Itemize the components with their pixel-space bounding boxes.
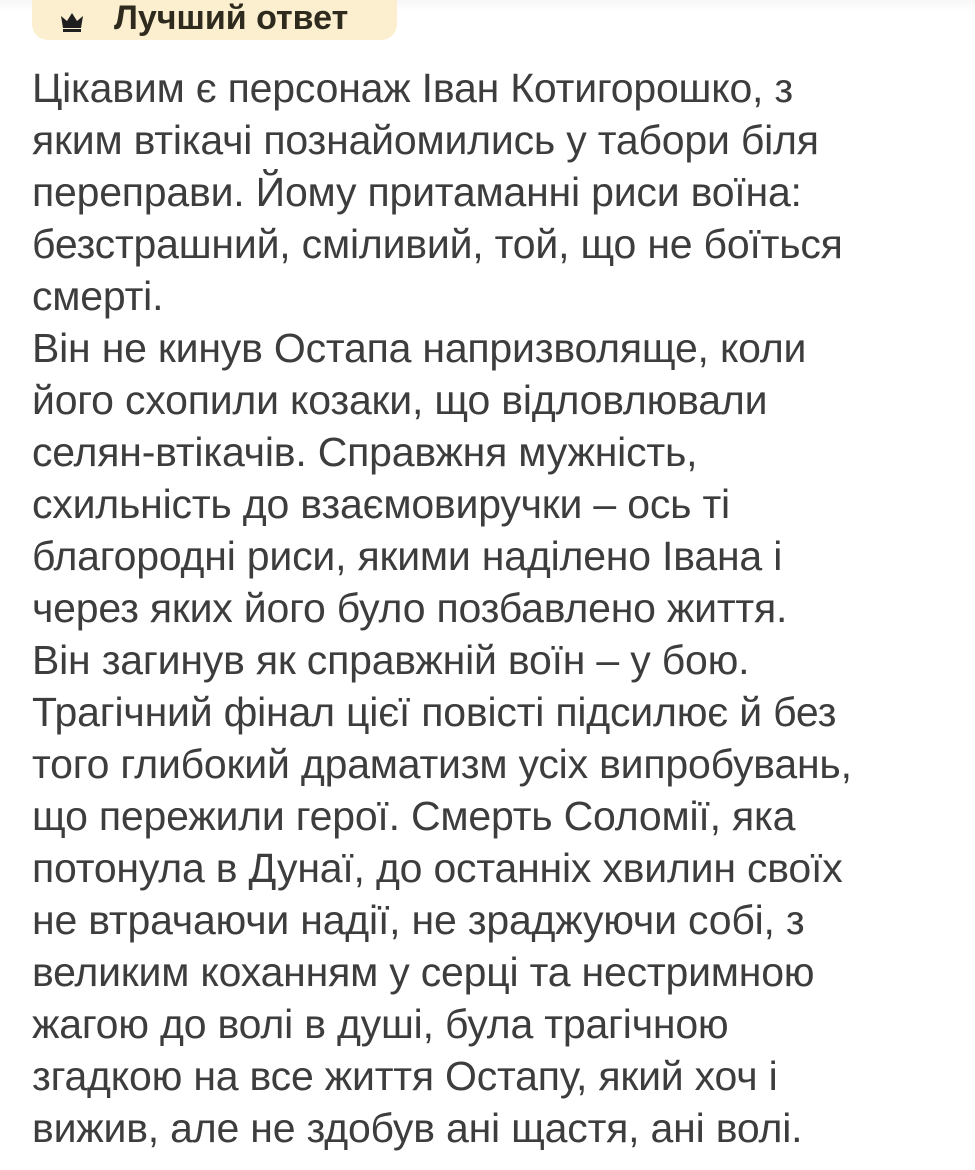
answer-line: схильність до взаємовиручки – ось ті bbox=[32, 481, 730, 527]
answer-line: благородні риси, якими наділено Івана і bbox=[32, 533, 783, 579]
answer-line: що пережили герої. Смерть Соломії, яка bbox=[32, 793, 796, 839]
answer-line: яким втікачі познайомились у табори біля bbox=[32, 117, 819, 163]
answer-line: потонула в Дунаї, до останніх хвилин своїх bbox=[32, 845, 843, 891]
answer-line: Трагічний фінал цієї повісті підсилює й без bbox=[32, 689, 837, 735]
best-answer-label: Лучший ответ bbox=[114, 0, 349, 37]
answer-line: його схопили козаки, що відловлювали bbox=[32, 377, 768, 423]
answer-line: великим коханням у серці та нестримною bbox=[32, 949, 815, 995]
best-answer-badge bbox=[32, 0, 397, 40]
answer-line: селян-втікачів. Справжня мужність, bbox=[32, 429, 698, 475]
answer-line: Він загинув як справжній воїн – у бою. bbox=[32, 637, 750, 683]
answer-line: вижив, але не здобув ані щастя, ані волі. bbox=[32, 1105, 803, 1151]
answer-line: через яких його було позбавлено життя. bbox=[32, 585, 788, 631]
answer-line: Цікавим є персонаж Іван Котигорошко, з bbox=[32, 65, 794, 111]
answer-line: Він не кинув Остапа напризволяще, коли bbox=[32, 325, 807, 371]
answer-line: безстрашний, сміливий, той, що не боїться bbox=[32, 221, 843, 267]
answer-text bbox=[32, 62, 975, 1154]
answer-line: згадкою на все життя Остапу, який хоч і bbox=[32, 1053, 778, 1099]
answer-line: жагою до волі в душі, була трагічною bbox=[32, 1001, 729, 1047]
crown-icon bbox=[60, 10, 84, 32]
answer-line: переправи. Йому притаманні риси воїна: bbox=[32, 169, 802, 215]
answer-line: не втрачаючи надії, не зраджуючи собі, з bbox=[32, 897, 805, 943]
answer-line: того глибокий драматизм усіх випробувань, bbox=[32, 741, 852, 787]
answer-line: смерті. bbox=[32, 273, 164, 319]
